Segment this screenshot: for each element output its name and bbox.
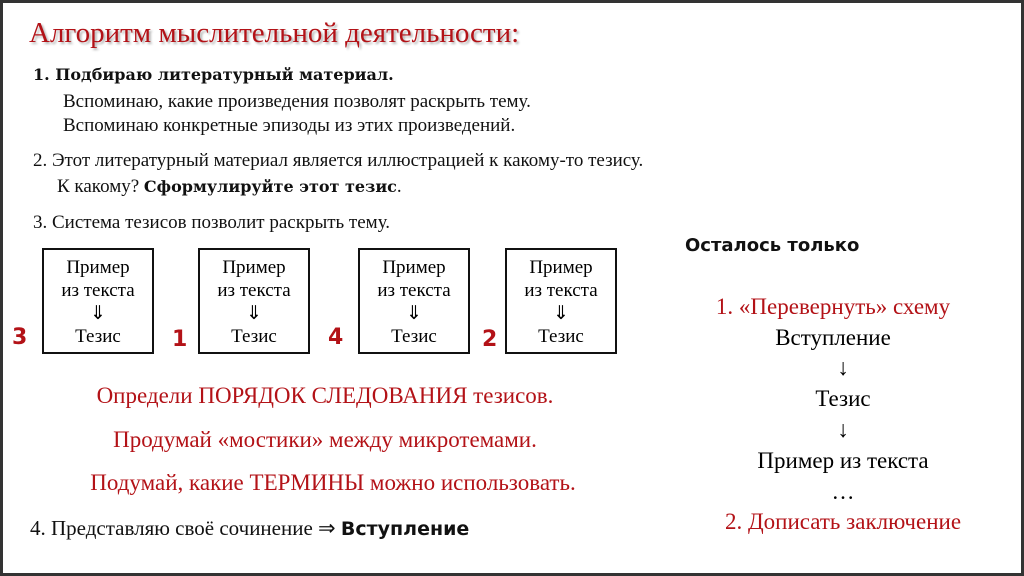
step1-line1: Вспоминаю, какие произведения позволят раскрыть тему. bbox=[63, 91, 531, 112]
box-order-number: 1 bbox=[172, 327, 188, 352]
right-heading: Осталось только bbox=[685, 235, 860, 256]
slide bbox=[3, 3, 1021, 573]
box-top: Пример bbox=[382, 257, 446, 278]
tip-order: Определи ПОРЯДОК СЛЕДОВАНИЯ тезисов. bbox=[96, 383, 554, 408]
scheme-ellipsis: … bbox=[831, 479, 855, 504]
step2-question: К какому? bbox=[57, 176, 140, 197]
down-arrow-icon: ⇓ bbox=[90, 303, 106, 324]
box-top: Пример bbox=[66, 257, 130, 278]
down-arrow-icon: ⇓ bbox=[553, 303, 569, 324]
box-bottom: Тезис bbox=[391, 326, 437, 347]
step4-bold: Вступление bbox=[340, 518, 470, 540]
right-item1: 1. «Перевернуть» схему bbox=[715, 294, 951, 319]
scheme-intro: Вступление bbox=[775, 325, 891, 350]
box-order-number: 4 bbox=[328, 325, 344, 350]
step3-line: 3. Система тезисов позволит раскрыть тему. bbox=[33, 212, 391, 233]
scheme-example: Пример из текста bbox=[757, 448, 929, 473]
step2-line1: 2. Этот литературный материал является иллюстрацией к какому-то тезису. bbox=[33, 150, 644, 171]
scheme-arrow-icon: ↓ bbox=[837, 355, 849, 380]
box-mid: из текста bbox=[377, 280, 451, 301]
thesis-box bbox=[198, 248, 310, 354]
thesis-box bbox=[505, 248, 617, 354]
slide-title: Алгоритм мыслительной деятельности: bbox=[29, 17, 520, 49]
box-order-number: 3 bbox=[12, 325, 28, 350]
step1-line2: Вспоминаю конкретные эпизоды из этих произведений. bbox=[63, 115, 516, 136]
box-bottom: Тезис bbox=[538, 326, 584, 347]
scheme-arrow-icon: ↓ bbox=[837, 417, 849, 442]
down-arrow-icon: ⇓ bbox=[246, 303, 262, 324]
box-bottom: Тезис bbox=[75, 326, 121, 347]
thesis-box bbox=[42, 248, 154, 354]
box-mid: из текста bbox=[61, 280, 135, 301]
box-mid: из текста bbox=[524, 280, 598, 301]
step2-end: . bbox=[396, 176, 402, 197]
scheme-thesis: Тезис bbox=[815, 386, 871, 411]
tip-terms: Подумай, какие ТЕРМИНЫ можно использовать. bbox=[90, 470, 576, 495]
step2-bold: Сформулируйте этот тезис bbox=[143, 177, 397, 196]
step1-heading: 1. Подбираю литературный материал. bbox=[33, 65, 394, 84]
box-order-number: 2 bbox=[482, 327, 498, 352]
thesis-box bbox=[358, 248, 470, 354]
step4-line bbox=[30, 516, 469, 541]
down-arrow-icon: ⇓ bbox=[406, 303, 422, 324]
box-bottom: Тезис bbox=[231, 326, 277, 347]
step4-text: 4. Представляю своё сочинение ⇒ bbox=[30, 516, 336, 540]
box-top: Пример bbox=[222, 257, 286, 278]
right-item2: 2. Дописать заключение bbox=[724, 509, 962, 534]
tip-bridges: Продумай «мостики» между микротемами. bbox=[113, 427, 537, 452]
box-top: Пример bbox=[529, 257, 593, 278]
box-mid: из текста bbox=[217, 280, 291, 301]
step2-line2 bbox=[57, 176, 402, 198]
